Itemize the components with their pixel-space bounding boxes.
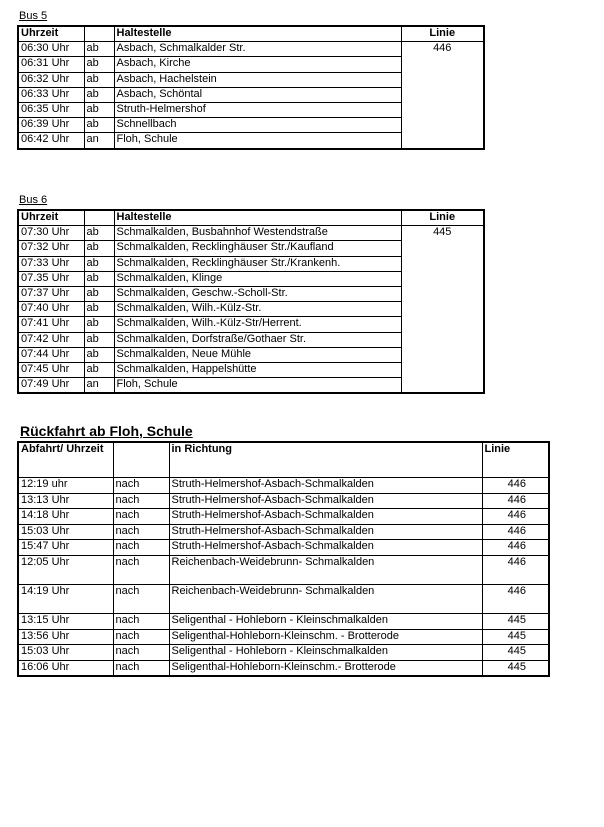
table-row — [18, 629, 549, 645]
direction-cell: nach — [113, 524, 169, 540]
destination-cell: Struth-Helmershof-Asbach-Schmalkalden — [169, 540, 482, 556]
time-cell: 16:06 Uhr — [18, 660, 113, 676]
linie-cell: 446 — [482, 493, 549, 509]
direction-cell: an — [84, 378, 114, 394]
direction-cell: nach — [113, 645, 169, 661]
return-table — [17, 441, 550, 677]
destination-cell: Seligenthal - Hohleborn - Kleinschmalkalden — [169, 645, 482, 661]
direction-cell: ab — [84, 42, 114, 57]
stop-cell: Schmalkalden, Wilh.-Külz-Str. — [114, 302, 401, 317]
table-header-row — [18, 442, 549, 478]
direction-cell: ab — [84, 362, 114, 377]
linie-cell: 446 — [482, 524, 549, 540]
direction-cell: ab — [84, 271, 114, 286]
table-row — [18, 226, 484, 241]
time-cell: 07:45 Uhr — [18, 362, 84, 377]
direction-cell: ab — [84, 317, 114, 332]
bus5-caption: Bus 5 — [19, 10, 48, 22]
stop-cell: Asbach, Kirche — [114, 57, 401, 72]
time-cell: 07.35 Uhr — [18, 271, 84, 286]
linie-cell: 446 — [482, 555, 549, 584]
direction-cell: ab — [84, 347, 114, 362]
time-cell: 12:19 uhr — [18, 478, 113, 494]
direction-cell: ab — [84, 286, 114, 301]
column-header: Uhrzeit — [18, 26, 84, 42]
time-cell: 06:33 Uhr — [18, 87, 84, 102]
destination-cell: Seligenthal - Hohleborn - Kleinschmalkalden — [169, 613, 482, 629]
table-row — [18, 540, 549, 556]
direction-cell: ab — [84, 118, 114, 133]
linie-cell: 445 — [482, 660, 549, 676]
destination-cell: Struth-Helmershof-Asbach-Schmalkalden — [169, 524, 482, 540]
table-header-row — [18, 210, 484, 226]
direction-cell: nach — [113, 629, 169, 645]
destination-cell: Struth-Helmershof-Asbach-Schmalkalden — [169, 493, 482, 509]
direction-cell: ab — [84, 241, 114, 256]
stop-cell: Schmalkalden, Busbahnhof Westendstraße — [114, 226, 401, 241]
direction-cell: ab — [84, 226, 114, 241]
linie-cell: 445 — [482, 629, 549, 645]
stop-cell: Asbach, Schmalkalder Str. — [114, 42, 401, 57]
stop-cell: Struth-Helmershof — [114, 102, 401, 117]
time-cell: 06:30 Uhr — [18, 42, 84, 57]
stop-cell: Schmalkalden, Recklinghäuser Str./Krankenh. — [114, 256, 401, 271]
bus5-table — [17, 25, 485, 150]
linie-cell: 446 — [401, 42, 484, 149]
direction-cell: nach — [113, 555, 169, 584]
destination-cell: Struth-Helmershof-Asbach-Schmalkalden — [169, 478, 482, 494]
time-cell: 07:42 Uhr — [18, 332, 84, 347]
time-cell: 07:30 Uhr — [18, 226, 84, 241]
stop-cell: Schmalkalden, Happelshütte — [114, 362, 401, 377]
column-header: in Richtung — [169, 442, 482, 478]
stop-cell: Schmalkalden, Neue Mühle — [114, 347, 401, 362]
direction-cell: nach — [113, 478, 169, 494]
destination-cell: Reichenbach-Weidebrunn- Schmalkalden — [169, 584, 482, 613]
bus6-table — [17, 209, 485, 394]
column-header — [84, 210, 114, 226]
time-cell: 07:37 Uhr — [18, 286, 84, 301]
column-header: Haltestelle — [114, 210, 401, 226]
table-row — [18, 660, 549, 676]
time-cell: 13:15 Uhr — [18, 613, 113, 629]
table-row — [18, 555, 549, 584]
linie-cell: 445 — [482, 613, 549, 629]
table-row — [18, 524, 549, 540]
time-cell: 12:05 Uhr — [18, 555, 113, 584]
column-header — [113, 442, 169, 478]
direction-cell: nach — [113, 660, 169, 676]
table-row — [18, 613, 549, 629]
time-cell: 14:19 Uhr — [18, 584, 113, 613]
time-cell: 15:03 Uhr — [18, 645, 113, 661]
destination-cell: Seligenthal-Hohleborn-Kleinschm. - Brotterode — [169, 629, 482, 645]
time-cell: 06:31 Uhr — [18, 57, 84, 72]
stop-cell: Floh, Schule — [114, 378, 401, 394]
linie-cell: 445 — [482, 645, 549, 661]
column-header: Linie — [401, 26, 484, 42]
bus6-caption: Bus 6 — [19, 194, 48, 206]
direction-cell: ab — [84, 256, 114, 271]
stop-cell: Schmalkalden, Wilh.-Külz-Str/Herrent. — [114, 317, 401, 332]
time-cell: 07:33 Uhr — [18, 256, 84, 271]
destination-cell: Reichenbach-Weidebrunn- Schmalkalden — [169, 555, 482, 584]
direction-cell: ab — [84, 72, 114, 87]
direction-cell: nach — [113, 509, 169, 525]
time-cell: 15:03 Uhr — [18, 524, 113, 540]
stop-cell: Asbach, Schöntal — [114, 87, 401, 102]
table-row — [18, 509, 549, 525]
stop-cell: Schmalkalden, Geschw.-Scholl-Str. — [114, 286, 401, 301]
column-header: Haltestelle — [114, 26, 401, 42]
linie-cell: 446 — [482, 478, 549, 494]
stop-cell: Floh, Schule — [114, 133, 401, 149]
table-row — [18, 478, 549, 494]
linie-cell: 446 — [482, 540, 549, 556]
time-cell: 13:56 Uhr — [18, 629, 113, 645]
linie-cell: 446 — [482, 509, 549, 525]
column-header: Linie — [482, 442, 549, 478]
table-row — [18, 645, 549, 661]
time-cell: 15:47 Uhr — [18, 540, 113, 556]
time-cell: 07:32 Uhr — [18, 241, 84, 256]
direction-cell: nach — [113, 540, 169, 556]
stop-cell: Schmalkalden, Recklinghäuser Str./Kaufland — [114, 241, 401, 256]
stop-cell: Schnellbach — [114, 118, 401, 133]
stop-cell: Asbach, Hachelstein — [114, 72, 401, 87]
stop-cell: Schmalkalden, Klinge — [114, 271, 401, 286]
time-cell: 07:49 Uhr — [18, 378, 84, 394]
table-header-row — [18, 26, 484, 42]
linie-cell: 445 — [401, 226, 484, 394]
time-cell: 06:39 Uhr — [18, 118, 84, 133]
column-header: Abfahrt/ Uhrzeit — [18, 442, 113, 478]
time-cell: 06:42 Uhr — [18, 133, 84, 149]
stop-cell: Schmalkalden, Dorfstraße/Gothaer Str. — [114, 332, 401, 347]
destination-cell: Seligenthal-Hohleborn-Kleinschm.- Brotterode — [169, 660, 482, 676]
time-cell: 07:44 Uhr — [18, 347, 84, 362]
direction-cell: nach — [113, 584, 169, 613]
table-row — [18, 42, 484, 57]
direction-cell: an — [84, 133, 114, 149]
table-row — [18, 584, 549, 613]
direction-cell: nach — [113, 613, 169, 629]
direction-cell: ab — [84, 87, 114, 102]
time-cell: 14:18 Uhr — [18, 509, 113, 525]
time-cell: 06:35 Uhr — [18, 102, 84, 117]
direction-cell: ab — [84, 57, 114, 72]
column-header — [84, 26, 114, 42]
direction-cell: ab — [84, 302, 114, 317]
time-cell: 07:40 Uhr — [18, 302, 84, 317]
column-header: Uhrzeit — [18, 210, 84, 226]
time-cell: 13:13 Uhr — [18, 493, 113, 509]
direction-cell: nach — [113, 493, 169, 509]
time-cell: 06:32 Uhr — [18, 72, 84, 87]
destination-cell: Struth-Helmershof-Asbach-Schmalkalden — [169, 509, 482, 525]
return-heading: Rückfahrt ab Floh, Schule — [20, 423, 193, 439]
linie-cell: 446 — [482, 584, 549, 613]
table-row — [18, 493, 549, 509]
time-cell: 07:41 Uhr — [18, 317, 84, 332]
direction-cell: ab — [84, 332, 114, 347]
column-header: Linie — [401, 210, 484, 226]
direction-cell: ab — [84, 102, 114, 117]
